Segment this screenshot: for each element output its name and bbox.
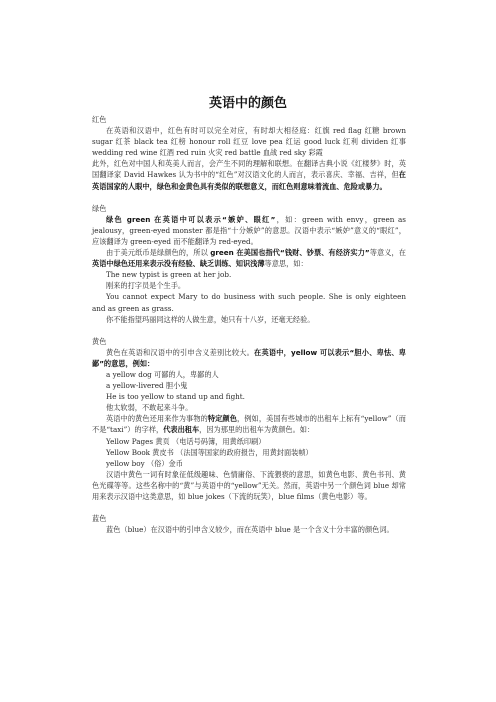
green-example-2: You cannot expect Mary to do business with such people. She is only eighteen and as green as grass. — [92, 292, 406, 313]
red-paragraph-2 — [92, 158, 406, 191]
section-heading-blue: 蓝色 — [92, 514, 107, 524]
green-p1-bold: 绿色 green 在英语中可以表示“嫉妒、眼红” — [106, 214, 276, 224]
yellow-example-2: a yellow-livered 胆小鬼 — [106, 381, 188, 391]
yellow-example-6: yellow boy （俗）金币 — [106, 458, 183, 468]
yellow-p1-bold: 在英语中，yellow 可以表示“胆小、卑怯、卑鄙”的意思，例如： — [92, 347, 406, 368]
section-heading-green: 绿色 — [92, 203, 107, 213]
yellow-p2-text-a: 英语中的黄色还用来作为事物的 — [106, 414, 208, 424]
green-example-1-translation: 刚来的打字员是个生手。 — [106, 281, 186, 291]
red-p2-text: 此外，红色对中国人和英美人而言，会产生不同的理解和联想。在翻译古典小说《红楼梦》时，英国翻译家 David Hawkes 认为书中的“红色”对汉语文化的人而言，表示喜庆、幸福、吉祥，但 — [92, 159, 406, 180]
yellow-example-1: a yellow dog 可鄙的人，卑鄙的人 — [106, 369, 219, 379]
yellow-paragraph-2 — [92, 413, 406, 435]
green-example-1: The new typist is green at her job. — [106, 270, 232, 280]
yellow-example-4: Yellow Pages 黄页 （电话号码簿，用黄纸印刷） — [106, 436, 266, 446]
yellow-p2-bold-a: 特定颜色 — [207, 414, 237, 424]
green-p2-bold-a: green 在美国也指代“钱财、钞票、有经济实力” — [210, 248, 370, 258]
yellow-p2-text-b: ，例如，美国有些城市的出租车上标有“yellow”（而不是“taxi”）的字样， — [92, 414, 406, 435]
document-body — [92, 114, 406, 535]
yellow-p2-text-c: ，因为那里的出租车为黄颜色。如： — [199, 425, 315, 435]
green-paragraph-1 — [92, 214, 406, 247]
green-p2-bold-b: 英语中绿色还用来表示没有经验、缺乏训练、知识浅薄 — [92, 259, 265, 269]
green-p1-text: ，如：green with envy，green as jealousy，green-eyed monster 都是指“十分嫉妒”的意思。汉语中表示“嫉妒”意义的“眼红”，应该翻译为 green-eyed 而不能翻译为 red-eyed。 — [92, 214, 406, 246]
blue-paragraph-1: 蓝色（blue）在汉语中的引申含义较少，而在英语中 blue 是一个含义十分丰富的颜色词。 — [106, 525, 394, 535]
yellow-p2-bold-b: 代表出租车 — [163, 425, 200, 435]
yellow-paragraph-1 — [92, 347, 406, 369]
green-p2-text-b: 等意义，在 — [369, 248, 406, 258]
red-p2-bold: 在英语国家的人眼中，绿色和金黄色具有类似的联想意义，而红色则意味着流血、危险或暴力。 — [92, 170, 406, 191]
yellow-example-3-translation: 他太软弱，不敢起来斗争。 — [106, 403, 193, 413]
yellow-paragraph-3: 汉语中黄色一词有时象征低级趣味、色情庸俗、下流猥亵的意思，如黄色电影、黄色书刊、黄色光碟等等。这些名称中的“黄”与英语中的“yellow”无关。然而，英语中另一个颜色词 blue 却常用来表示汉语中这类意思，如 blue jokes（下流的玩笑），blue films（黄色电影）等。 — [92, 469, 406, 501]
red-paragraph-1: 在英语和汉语中，红色有时可以完全对应，有时却大相径庭：红旗 red flag 红糖 brown sugar 红茶 black tea 红榜 honour roll 红豆 love pea 红运 good luck 红利 dividen 红事 wedding red wine 红酒 red ruin 火灾 red battle 血战 red sky 彩霞 — [92, 126, 406, 158]
page-title: 英语中的颜色 — [208, 96, 287, 111]
yellow-example-3: He is too yellow to stand up and fight. — [106, 392, 245, 402]
green-example-2-translation: 你不能指望玛丽同这样的人做生意，她只有十八岁，还毫无经验。 — [106, 314, 315, 324]
green-paragraph-2 — [92, 247, 406, 269]
yellow-p1-text: 黄色在英语和汉语中的引申含义差别比较大。 — [106, 347, 255, 357]
yellow-example-5: Yellow Book 黄皮书 （法国等国家的政府报告，用黄封面装帧） — [106, 447, 313, 457]
section-heading-yellow: 黄色 — [92, 336, 107, 346]
green-p2-text-a: 由于美元纸币是绿颜色的，所以 — [106, 248, 211, 258]
green-p2-text-c: 等意思，如： — [264, 259, 308, 269]
section-heading-red: 红色 — [92, 115, 107, 124]
